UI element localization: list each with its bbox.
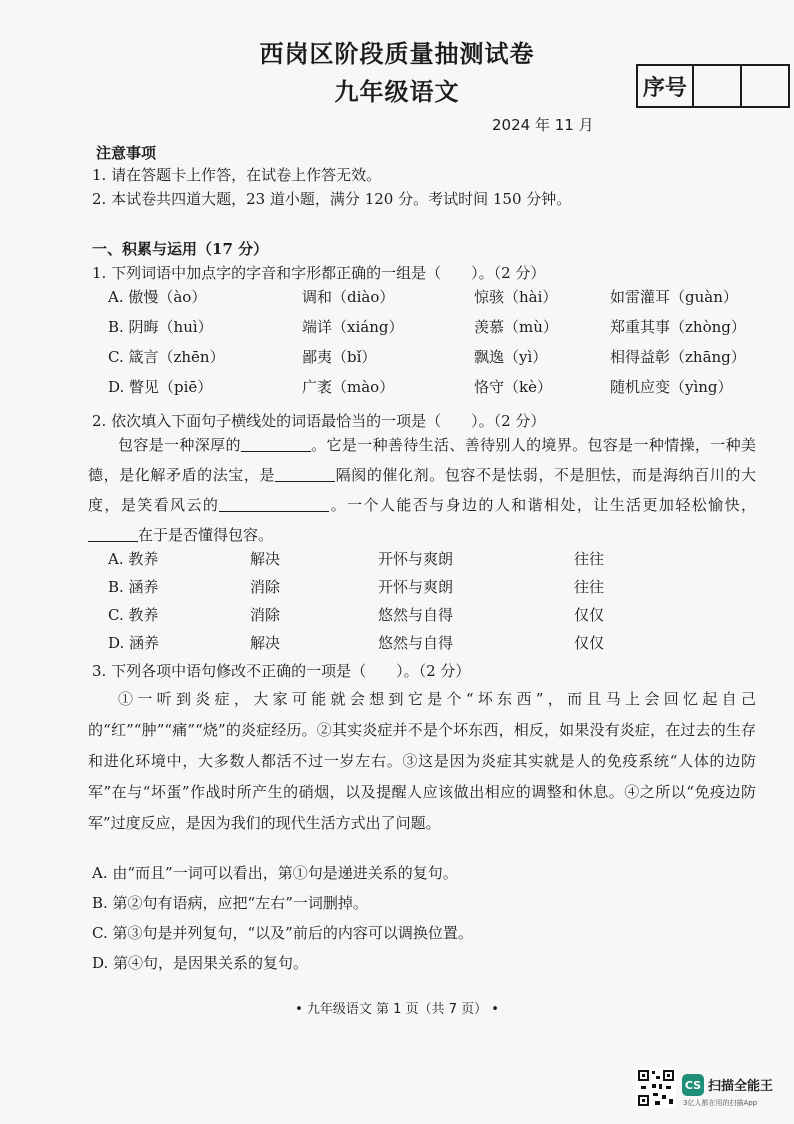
option-cell: 消除 bbox=[250, 578, 281, 596]
option-cell: 相得益彰（zhāng） bbox=[610, 348, 746, 366]
option-line: C. 第③句是并列复句，“以及”前后的内容可以调换位置。 bbox=[92, 924, 473, 942]
exam-date: 2024 年 11 月 bbox=[492, 116, 594, 134]
passage-text: 。它是一种善待生活、善待别人的境界。包容是一种情操，一种美德，是化解矛盾的法宝，是 bbox=[88, 436, 756, 484]
option-cell: 开怀与爽朗 bbox=[378, 578, 454, 596]
passage-text: 在于是否懂得包容。 bbox=[138, 526, 274, 544]
option-cell: A. 傲慢（ào） bbox=[108, 288, 207, 306]
option-cell: 仅仅 bbox=[574, 606, 605, 624]
option-cell: D. 瞥见（piē） bbox=[108, 378, 213, 396]
sequence-cell bbox=[742, 66, 788, 106]
option-cell: 开怀与爽朗 bbox=[378, 550, 454, 568]
option-cell: 如雷灌耳（guàn） bbox=[610, 288, 738, 306]
camscanner-logo-icon: CS bbox=[682, 1074, 704, 1096]
option-cell: B. 阴晦（huì） bbox=[108, 318, 213, 336]
option-cell: 悠然与自得 bbox=[378, 634, 454, 652]
option-line: B. 第②句有语病，应把“左右”一词删掉。 bbox=[92, 894, 368, 912]
exam-subject: 九年级语文 bbox=[334, 78, 460, 106]
option-cell: 消除 bbox=[250, 606, 281, 624]
page-footer: • 九年级语文 第 1 页（共 7 页） • bbox=[295, 1002, 499, 1017]
answer-blank bbox=[219, 495, 329, 512]
qr-code-icon bbox=[636, 1068, 676, 1108]
sequence-cell bbox=[694, 66, 742, 106]
option-cell: C. 教养 bbox=[108, 606, 159, 624]
option-cell: 悠然与自得 bbox=[378, 606, 454, 624]
option-cell: 鄙夷（bǐ） bbox=[302, 348, 377, 366]
passage-text: 隔阂的催化剂。包容不是怯弱，不是胆怯，而是海纳百川的大度，是笑看风云的 bbox=[88, 466, 756, 514]
question-stem: 2. 依次填入下面句子横线处的词语最恰当的一项是（ ）。（2 分） bbox=[92, 412, 546, 430]
option-cell: 惊骇（hài） bbox=[474, 288, 558, 306]
option-line: D. 第④句，是因果关系的复句。 bbox=[92, 954, 309, 972]
sequence-label: 序号 bbox=[638, 66, 694, 106]
question-stem: 1. 下列词语中加点字的字音和字形都正确的一组是（ ）。（2 分） bbox=[92, 264, 546, 282]
scanner-app-name: 扫描全能王 bbox=[708, 1079, 774, 1094]
question-stem: 3. 下列各项中语句修改不正确的一项是（ ）。（2 分） bbox=[92, 662, 471, 680]
option-cell: 随机应变（yìng） bbox=[610, 378, 733, 396]
notice-item: 2. 本试卷共四道大题，23 道小题，满分 120 分。考试时间 150 分钟。 bbox=[92, 190, 572, 208]
notice-item: 1. 请在答题卡上作答，在试卷上作答无效。 bbox=[92, 166, 382, 184]
option-cell: 解决 bbox=[250, 634, 281, 652]
option-cell: 仅仅 bbox=[574, 634, 605, 652]
exam-title: 西岗区阶段质量抽测试卷 bbox=[259, 40, 535, 68]
option-cell: 飘逸（yì） bbox=[474, 348, 548, 366]
option-cell: B. 涵养 bbox=[108, 578, 159, 596]
option-cell: C. 箴言（zhēn） bbox=[108, 348, 225, 366]
passage-text: 包容是一种深厚的 bbox=[118, 436, 241, 454]
scanner-app-tagline: 3亿人都在用的扫描App bbox=[683, 1099, 758, 1107]
option-cell: 调和（diào） bbox=[302, 288, 395, 306]
option-cell: 往往 bbox=[574, 578, 605, 596]
section-heading: 一、积累与运用（17 分） bbox=[92, 240, 269, 258]
passage-text: 。一个人能否与身边的人和谐相处，让生活更加轻松愉快， bbox=[329, 496, 756, 514]
question-passage bbox=[88, 430, 756, 550]
option-cell: 广袤（mào） bbox=[302, 378, 395, 396]
option-cell: 羡慕（mù） bbox=[474, 318, 558, 336]
question-passage: ①一听到炎症，大家可能就会想到它是个“坏东西”，而且马上会回忆起自己的“红”“肿”“痛”“烧”的炎症经历。②其实炎症并不是个坏东西，相反，如果没有炎症，在过去的生存和进化环境中，大多数人都活不过一岁左右。③这是因为炎症其实就是人的免疫系统“人体的边防军”在与“坏蛋”作战时所产生的硝烟，以及提醒人应该做出相应的调整和休息。④之所以“免疫边防军”过度反应，是因为我们的现代生活方式出了问题。 bbox=[88, 690, 756, 832]
answer-blank bbox=[88, 525, 138, 542]
option-cell: 郑重其事（zhòng） bbox=[610, 318, 746, 336]
option-cell: 端详（xiáng） bbox=[302, 318, 404, 336]
option-line: A. 由“而且”一词可以看出，第①句是递进关系的复句。 bbox=[92, 864, 458, 882]
option-cell: D. 涵养 bbox=[108, 634, 160, 652]
option-cell: 解决 bbox=[250, 550, 281, 568]
answer-blank bbox=[275, 465, 335, 482]
option-cell: 往往 bbox=[574, 550, 605, 568]
option-cell: A. 教养 bbox=[108, 550, 159, 568]
sequence-number-box bbox=[636, 64, 790, 108]
notice-heading: 注意事项 bbox=[96, 144, 157, 162]
answer-blank bbox=[241, 435, 311, 452]
option-cell: 恪守（kè） bbox=[474, 378, 552, 396]
